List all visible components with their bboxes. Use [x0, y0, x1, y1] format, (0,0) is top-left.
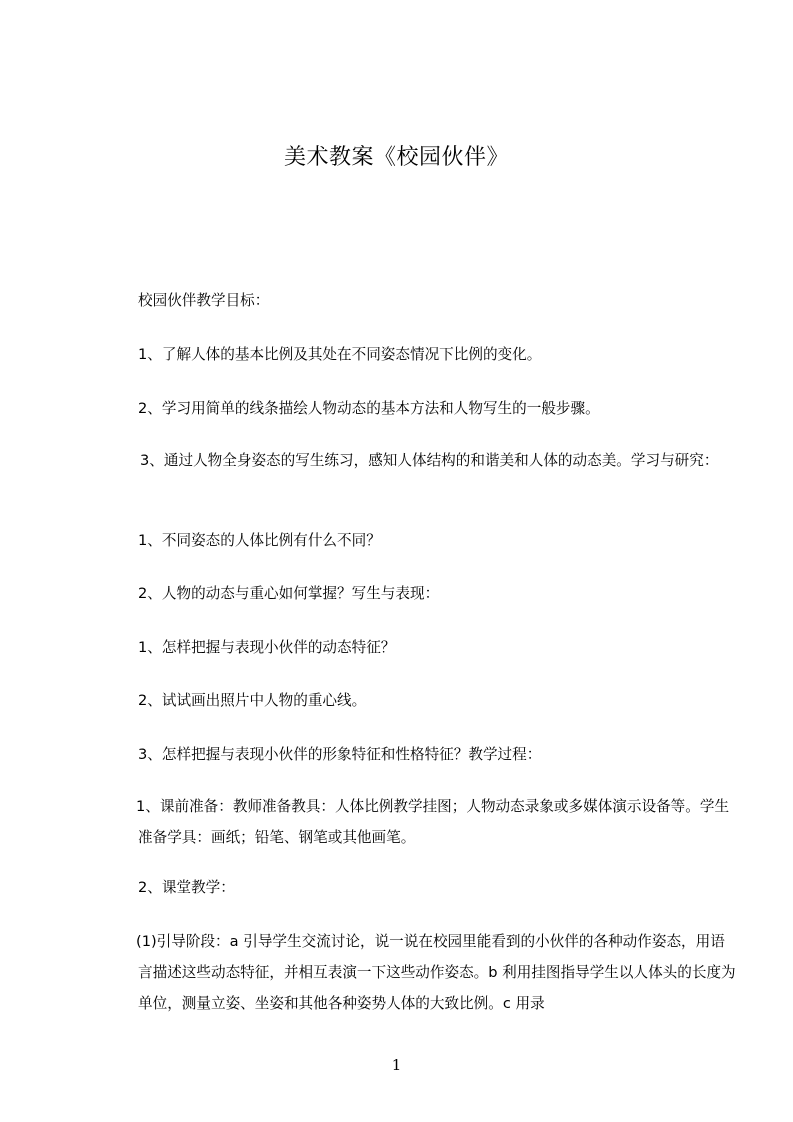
- paragraph-classroom: 2、课堂教学：: [138, 879, 235, 896]
- paragraph-guidance-stage: (1)引导阶段：a 引导学生交流讨论，说一说在校园里能看到的小伙伴的各种动作姿态，用语言描述这些动态特征，并相互表演一下这些动作姿态。b 利用挂图指导学生以人体头的长度为单位，测量立姿、坐姿和其他各种姿势人体的大致比例。c 用录: [136, 933, 736, 1012]
- document-title: 美术教案《校园伙伴》: [283, 145, 509, 170]
- paragraph-sketch-1: 1、怎样把握与表现小伙伴的动态特征？: [138, 639, 396, 656]
- paragraph-question-2: 2、人物的动态与重心如何掌握？写生与表现：: [138, 585, 440, 602]
- page-number: 1: [391, 1056, 402, 1074]
- paragraph-preparation: 1、课前准备：教师准备教具：人体比例教学挂图；人物动态录象或多媒体演示设备等。学生准备学具：画纸；铅笔、钢笔或其他画笔。: [136, 798, 730, 846]
- paragraph-objective-1: 1、了解人体的基本比例及其处在不同姿态情况下比例的变化。: [138, 346, 542, 363]
- paragraph-sketch-2: 2、试试画出照片中人物的重心线。: [138, 692, 367, 709]
- paragraph-objective-2: 2、学习用简单的线条描绘人物动态的基本方法和人物写生的一般步骤。: [138, 400, 600, 417]
- paragraph-question-1: 1、不同姿态的人体比例有什么不同？: [138, 532, 381, 549]
- paragraph-sketch-3: 3、怎样把握与表现小伙伴的形象特征和性格特征？教学过程：: [138, 746, 542, 763]
- paragraph-objectives-heading: 校园伙伴教学目标：: [138, 292, 270, 309]
- paragraph-objective-3: 3、通过人物全身姿态的写生练习，感知人体结构的和谐美和人体的动态美。学习与研究：: [140, 452, 719, 469]
